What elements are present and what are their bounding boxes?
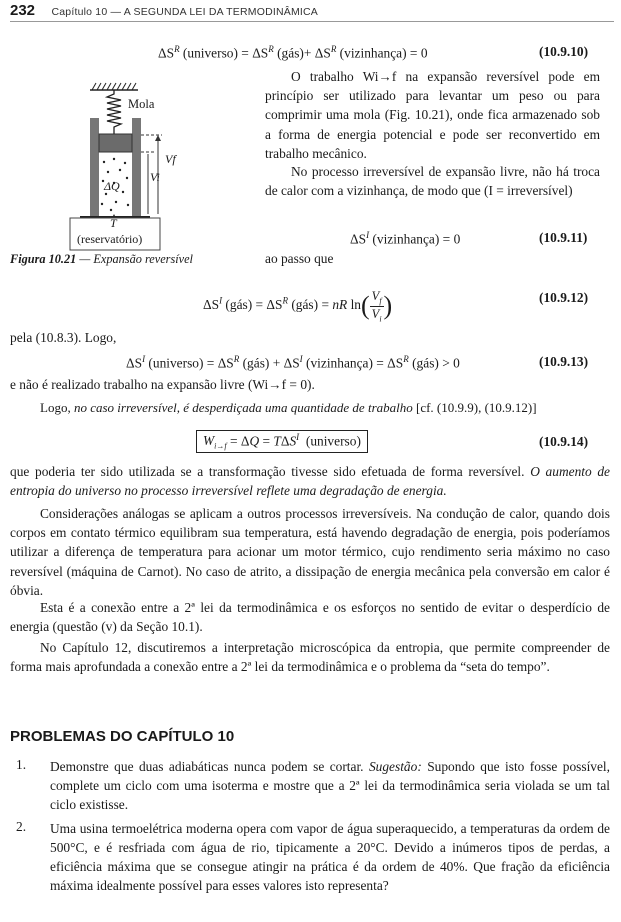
spring-icon <box>107 90 121 134</box>
list-item: 2. Uma usina termoelétrica moderna opera com vapor de água superaquecido, a temperaturas da ordem de 500°C, e é resfriada com água de rio, tipicamente a 20°C. Devido a inúmeros tipos de perdas, a eficiência máxima que se consegue atingir na prática é da ordem de 40%. Que fração da eficiência máxima idealmente possível para esses valores isto representa? <box>16 818 610 894</box>
paragraph: No Capítulo 12, discutiremos a interpretação microscópica da entropia, que permite compreender de forma mais aprofundada a conexão entre a 2ª lei da termodinâmica e o problema da “seta do tempo”. <box>10 640 610 675</box>
paragraph: ao passo que <box>265 251 334 266</box>
equation-10-9-13: $\Delta S^I$ (universo) = $\Delta S^R$ (gás) + $\Delta S^I$ (vizinhança) = $\Delta S^R$ (gás) > 0 <box>126 354 460 371</box>
paragraph: O trabalho Wi→f na expansão reversível pode em princípio ser utilizado para levantar um peso ou para comprimir uma mola (Fig. 10.21), onde fica armazenado sob a forma de energia potencial e pode ser reconvertido em trabalho mecânico. <box>265 69 600 161</box>
vi-label: Vi <box>150 170 160 184</box>
temperature-label: T <box>110 216 117 230</box>
paragraph: No processo irreversível de expansão livre, não há troca de calor com a vizinhança, de modo que (I = irreversível) <box>265 164 600 199</box>
equation-number: (10.9.10) <box>539 44 589 59</box>
paragraph: e não é realizado trabalho na expansão livre (Wi→f = 0). <box>10 377 315 392</box>
figure-10-21 <box>10 66 252 254</box>
vf-label: Vf <box>165 152 176 166</box>
page-number: 232 <box>10 2 36 19</box>
list-item: 1. Demonstre que duas adiabáticas nunca podem se cortar. Sugestão: Supondo que isto fosse possível, complete um ciclo com uma isoterma e mostre que a 2ª lei da termodinâmica seria violada se um tal ciclo existisse. <box>16 757 610 813</box>
figure-caption: Figura 10.21 — Expansão reversível <box>10 252 193 266</box>
page-header <box>10 2 318 20</box>
problem-list <box>10 757 610 895</box>
equation-number: (10.9.11) <box>539 230 588 245</box>
spring-label: Mola <box>128 97 155 111</box>
paragraph: que poderia ter sido utilizada se a transformação tivesse sido efetuada de forma reversível. O aumento de entropia do universo no processo irreversível reflete uma degradação de energia. <box>10 464 611 499</box>
equation-10-9-14: $W_{i\to f} = \Delta Q = T\Delta S^I$ (universo) <box>196 430 368 453</box>
equation-number: (10.9.12) <box>539 290 589 305</box>
paragraph: Esta é a conexão entre a 2ª lei da termodinâmica e os esforços no sentido de evitar o desperdício de energia (questão (v) da Seção 10.1). <box>10 600 610 635</box>
piston-diagram <box>10 66 252 254</box>
header-rule <box>10 21 614 22</box>
equation-number: (10.9.14) <box>539 434 589 449</box>
dq-label: ΔQ <box>104 179 120 193</box>
equation-number: (10.9.13) <box>539 354 589 369</box>
paragraph: Considerações análogas se aplicam a outros processos irreversíveis. Na condução de calor, quando dois corpos em contato térmico equilibram sua temperatura, está havendo degradação de energia, pois poderíamos utilizar a diferença de temperatura para acionar um motor térmico, cujo rendimento seria máximo no caso reversível (máquina de Carnot). No caso de atrito, a dissipação de energia mecânica pela conversão em calor é óbvia. <box>10 506 610 598</box>
equation-10-9-10: $\Delta S^R$ (universo) = $\Delta S^R$ (gás)+ $\Delta S^R$ (vizinhança) = 0 <box>158 44 428 61</box>
section-title: PROBLEMAS DO CAPÍTULO 10 <box>10 728 235 745</box>
paragraph: pela (10.8.3). Logo, <box>10 330 117 345</box>
paragraph: Logo, no caso irreversível, é desperdiçada uma quantidade de trabalho [cf. (10.9.9), (10.9.12)] <box>40 400 537 415</box>
equation-10-9-11: $\Delta S^I$ (vizinhança) = 0 <box>350 230 461 247</box>
reservoir-label: (reservatório) <box>77 232 143 246</box>
equation-10-9-12: $\Delta S^I$ (gás) = $\Delta S^R$ (gás) = nR ln( $\frac{V_f}{V_i}$ ) <box>203 289 393 323</box>
running-head: Capítulo 10 — A SEGUNDA LEI DA TERMODINÂMICA <box>51 6 319 18</box>
